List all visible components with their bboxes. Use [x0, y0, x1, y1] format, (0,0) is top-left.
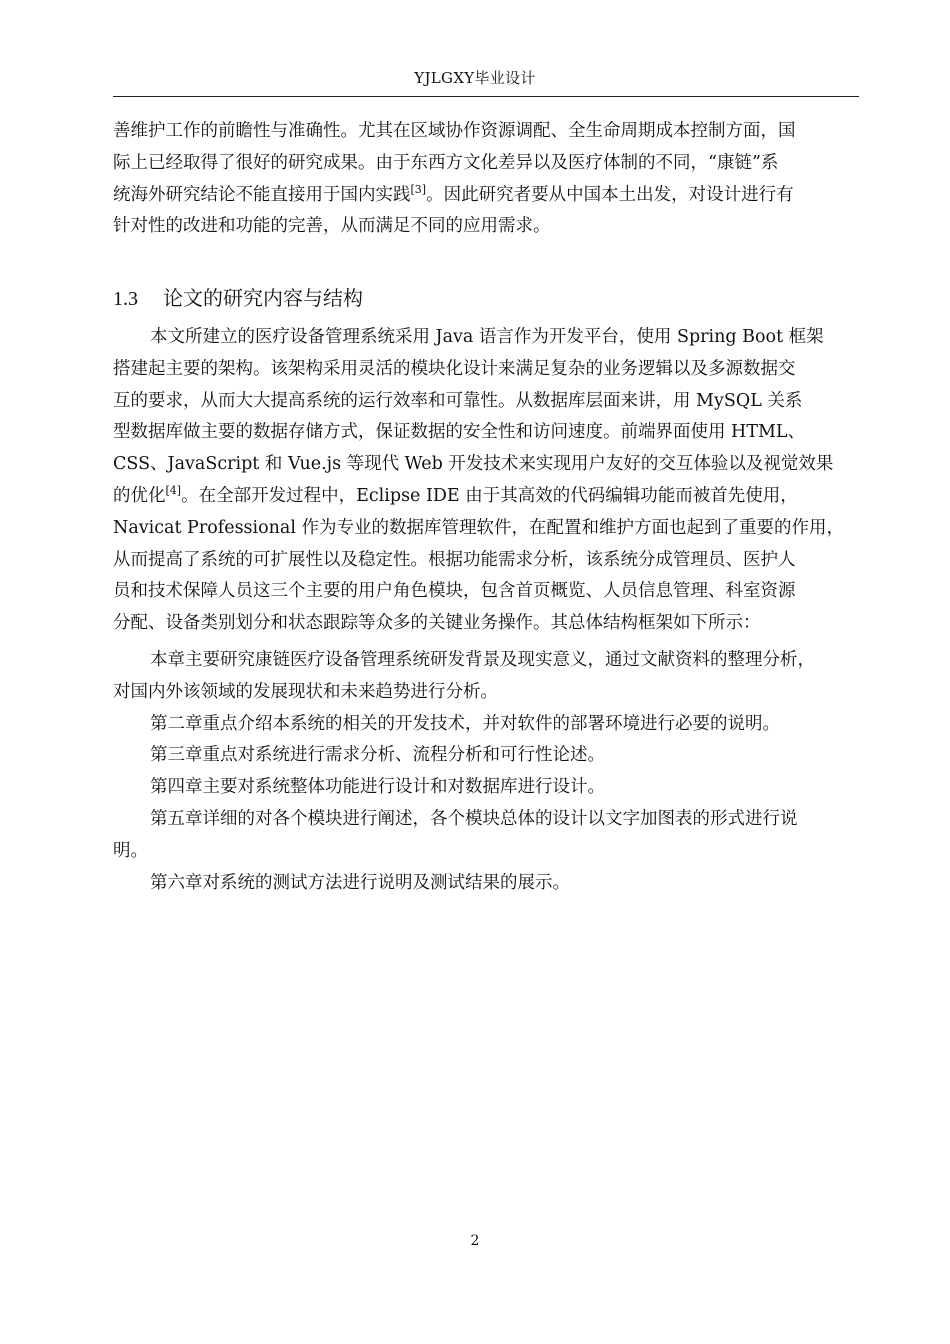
text-line [113, 481, 859, 513]
chapter-6-line: 第六章对系统的测试方法进行说明及测试结果的展示。 [150, 872, 570, 893]
chapter-1-line: 对国内外该领域的发展现状和未来趋势进行分析。 [113, 681, 498, 702]
text-line: 型数据库做主要的数据存储方式，保证数据的安全性和访问速度。前端界面使用 HTML、 [113, 422, 806, 443]
page-number: 2 [470, 1233, 480, 1249]
chapter-3-line: 第三章重点对系统进行需求分析、流程分析和可行性论述。 [150, 745, 605, 766]
text-fragment: 的优化 [113, 485, 166, 506]
intro-paragraph [113, 116, 859, 243]
page-header-title: YJLGXY毕业设计 [414, 69, 536, 87]
main-paragraph [113, 322, 859, 640]
text-fragment: 。在全部开发过程中，Eclipse IDE 由于其高效的代码编辑功能而被首先使用， [181, 485, 798, 506]
chapter-5-line: 第五章详细的对各个模块进行阐述，各个模块总体的设计以文字加图表的形式进行说 [150, 808, 798, 829]
citation-ref: [4] [165, 484, 182, 498]
text-line: 从而提高了系统的可扩展性以及稳定性。根据功能需求分析，该系统分成管理员、医护人 [113, 549, 796, 570]
chapter-5-line: 明。 [113, 840, 148, 861]
section-title: 论文的研究内容与结构 [163, 286, 363, 310]
text-line: 针对性的改进和功能的完善，从而满足不同的应用需求。 [113, 216, 551, 237]
text-line: 搭建起主要的架构。该架构采用灵活的模块化设计来满足复杂的业务逻辑以及多源数据交 [113, 358, 796, 379]
text-fragment: 统海外研究结论不能直接用于国内实践 [113, 184, 411, 205]
chapter-2-line: 第二章重点介绍本系统的相关的开发技术，并对软件的部署环境进行必要的说明。 [150, 713, 780, 734]
header-divider [113, 96, 859, 97]
text-line: Navicat Professional 作为专业的数据库管理软件，在配置和维护方面也起到了重要的作用， [113, 517, 845, 538]
chapter-4-line: 第四章主要对系统整体功能进行设计和对数据库进行设计。 [150, 777, 605, 798]
text-line: 员和技术保障人员这三个主要的用户角色模块，包含首页概览、人员信息管理、科室资源 [113, 581, 796, 602]
text-line: 善维护工作的前瞻性与准确性。尤其在区域协作资源调配、全生命周期成本控制方面，国 [113, 121, 796, 141]
text-line: CSS、JavaScript 和 Vue.js 等现代 Web 开发技术来实现用户友好的交互体验以及视觉效果 [113, 454, 834, 475]
chapter-1-line: 本章主要研究康链医疗设备管理系统研发背景及现实意义，通过文献资料的整理分析， [150, 650, 815, 670]
text-line [113, 180, 859, 212]
section-heading [113, 282, 363, 315]
citation-ref: [3] [410, 182, 427, 196]
text-line: 分配、设备类别划分和状态跟踪等众多的关键业务操作。其总体结构框架如下所示： [113, 613, 761, 634]
text-line: 际上已经取得了很好的研究成果。由于东西方文化差异以及医疗体制的不同，“康链”系 [113, 152, 779, 173]
text-line: 互的要求，从而大大提高系统的运行效率和可靠性。从数据库层面来讲，用 MySQL 关系 [113, 390, 803, 411]
text-line: 本文所建立的医疗设备管理系统采用 Java 语言作为开发平台，使用 Spring Boot 框架 [150, 327, 824, 347]
text-fragment: 。因此研究者要从中国本土出发，对设计进行有 [426, 184, 794, 205]
section-number: 1.3 [113, 288, 138, 310]
chapter-overview [113, 645, 859, 899]
